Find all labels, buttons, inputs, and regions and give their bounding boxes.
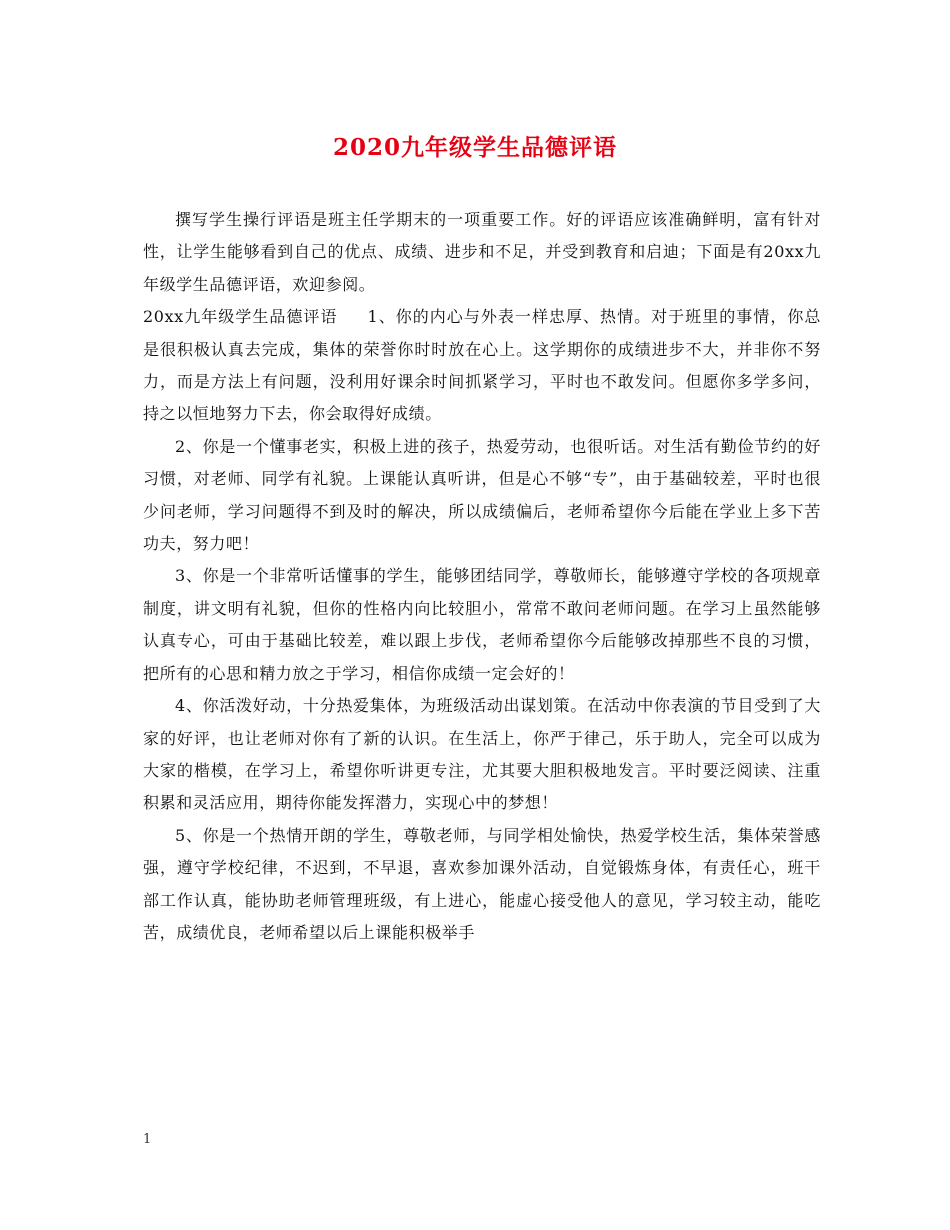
- paragraph-1: [143, 301, 821, 431]
- document-body: [143, 204, 821, 949]
- document-title: 2020九年级学生品德评语: [332, 134, 617, 161]
- paragraph-5: 5、你是一个热情开朗的学生，尊敬老师，与同学相处愉快，热爱学校生活，集体荣誉感强，遵守学校纪律，不迟到，不早退，喜欢参加课外活动，自觉锻炼身体，有责任心，班干部工作认真，能协助老师管理班级，有上进心，能虚心接受他人的意见，学习较主动，能吃苦，成绩优良，老师希望以后上课能积极举手: [143, 825, 821, 942]
- page-number: 1: [143, 1132, 152, 1147]
- paragraph-4: 4、你活泼好动，十分热爱集体，为班级活动出谋划策。在活动中你表演的节目受到了大家的好评，也让老师对你有了新的认识。在生活上，你严于律己，乐于助人，完全可以成为大家的楷模，在学习上，希望你听讲更专注，尤其要大胆积极地发言。平时要泛阅读、注重积累和灵活应用，期待你能发挥潜力，实现心中的梦想！: [143, 696, 821, 813]
- paragraph-2: 2、你是一个懂事老实，积极上进的孩子，热爱劳动，也很听话。对生活有勤俭节约的好习惯，对老师、同学有礼貌。上课能认真听讲，但是心不够“专”，由于基础较差，平时也很少问老师，学习问题得不到及时的解决，所以成绩偏后，老师希望你今后能在学业上多下苦功夫，努力吧！: [143, 436, 821, 554]
- intro-paragraph: 撰写学生操行评语是班主任学期末的一项重要工作。好的评语应该准确鲜明，富有针对性，让学生能够看到自己的优点、成绩、进步和不足，并受到教育和启迪；下面是有20xx九年级学生品德评语，欢迎参阅。: [143, 210, 821, 294]
- paragraph-3: 3、你是一个非常听话懂事的学生，能够团结同学，尊敬师长，能够遵守学校的各项规章制度，讲文明有礼貌，但你的性格内向比较胆小，常常不敢问老师问题。在学习上虽然能够认真专心，可由于基础比较差，难以跟上步伐，老师希望你今后能够改掉那些不良的习惯，把所有的心思和精力放之于学习，相信你成绩一定会好的！: [143, 566, 821, 683]
- paragraph-1-text: 1、你的内心与外表一样忠厚、热情。对于班里的事情，你总是很积极认真去完成，集体的荣誉你时时放在心上。这学期你的成绩进步不大，并非你不努力，而是方法上有问题，没利用好课余时间抓紧学习，平时也不敢发问。但愿你多学多问，持之以恒地努力下去，你会取得好成绩。: [143, 307, 821, 424]
- section-heading: 20xx九年级学生品德评语: [143, 307, 338, 327]
